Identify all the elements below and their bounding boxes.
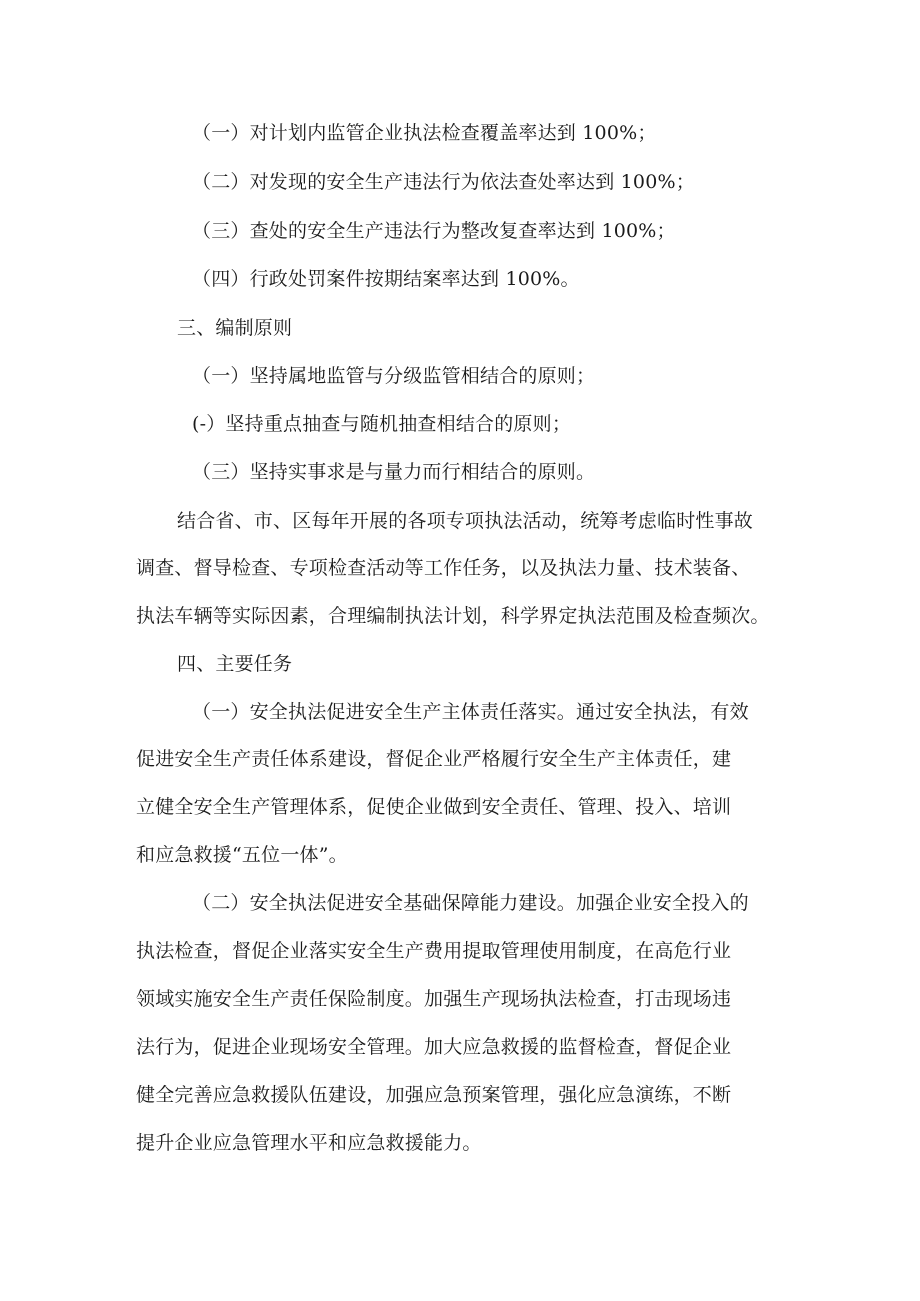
task-line: （一）安全执法促进安全生产主体责任落实。通过安全执法，有效: [192, 701, 749, 723]
task-line: 立健全安全生产管理体系，促使企业做到安全责任、管理、投入、培训: [136, 796, 732, 818]
principle-item: (-）坚持重点抽查与随机抽查相结合的原则；: [192, 413, 572, 435]
section-heading: 四、主要任务: [177, 653, 293, 675]
target-item: （二）对发现的安全生产违法行为依法查处率达到 100%；: [192, 171, 695, 193]
paragraph-line: 结合省、市、区每年开展的各项专项执法活动，统筹考虑临时性事故: [177, 510, 754, 532]
task-line: 执法检查，督促企业落实安全生产费用提取管理使用制度，在高危行业: [136, 940, 732, 962]
target-item: （四）行政处罚案件按期结案率达到 100%。: [192, 268, 580, 290]
target-item: （三）查处的安全生产违法行为整改复查率达到 100%；: [192, 220, 676, 242]
paragraph-line: 执法车辆等实际因素，合理编制执法计划，科学界定执法范围及检查频次。: [136, 605, 770, 627]
task-line: 领域实施安全生产责任保险制度。加强生产现场执法检查，打击现场违: [136, 988, 732, 1010]
task-line: （二）安全执法促进安全基础保障能力建设。加强企业安全投入的: [192, 892, 749, 914]
task-line: 健全完善应急救援队伍建设，加强应急预案管理，强化应急演练，不断: [136, 1084, 732, 1106]
paragraph-line: 调查、督导检查、专项检查活动等工作任务，以及执法力量、技术装备、: [136, 557, 751, 579]
task-line: 提升企业应急管理水平和应急救援能力。: [136, 1132, 482, 1154]
target-item: （一）对计划内监管企业执法检查覆盖率达到 100%；: [192, 122, 657, 144]
task-line: 促进安全生产责任体系建设，督促企业严格履行安全生产主体责任，建: [136, 748, 732, 770]
task-line: 和应急救援“五位一体”。: [136, 844, 348, 866]
section-heading: 三、编制原则: [177, 317, 293, 339]
task-line: 法行为，促进企业现场安全管理。加大应急救援的监督检查，督促企业: [136, 1036, 732, 1058]
principle-item: （一）坚持属地监管与分级监管相结合的原则；: [192, 365, 596, 387]
principle-item: （三）坚持实事求是与量力而行相结合的原则。: [192, 461, 596, 483]
